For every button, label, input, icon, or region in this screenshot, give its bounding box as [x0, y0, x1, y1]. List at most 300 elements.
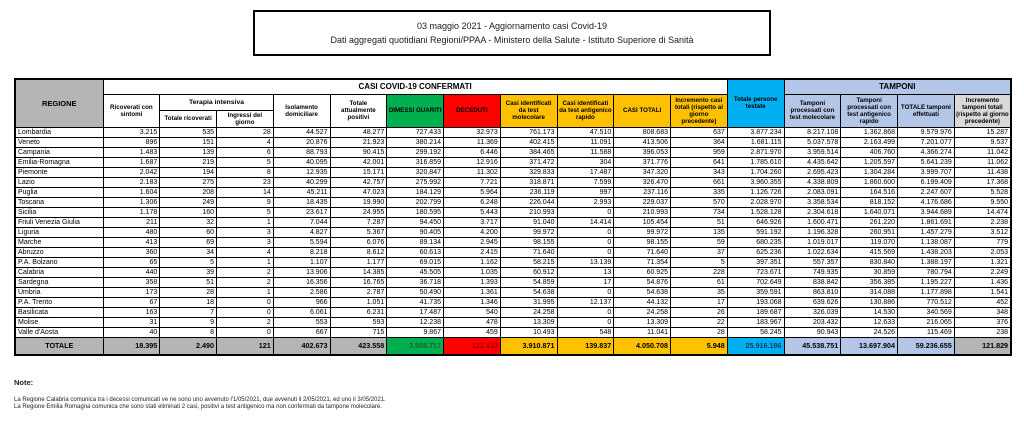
value-cell: 54.638 [500, 287, 557, 297]
region-cell: Campania [15, 147, 103, 157]
value-cell: 1.178 [103, 207, 160, 217]
report-title-box [253, 10, 771, 56]
value-cell: 0 [557, 227, 614, 237]
value-cell: 9.550 [954, 197, 1011, 207]
value-cell: 808.683 [614, 127, 671, 137]
value-cell: 641 [671, 157, 728, 167]
value-cell: 1.051 [330, 297, 387, 307]
value-cell: 734 [671, 207, 728, 217]
table-row [15, 187, 1011, 197]
value-cell: 11.091 [557, 137, 614, 147]
value-cell: 959 [671, 147, 728, 157]
value-cell: 535 [160, 127, 217, 137]
value-cell: 667 [273, 327, 330, 337]
value-cell: 637 [671, 127, 728, 137]
value-cell: 203.432 [784, 317, 841, 327]
note-emilia-romagna: La Regione Emilia Romagna comunica che sono stati eliminati 2 casi, positivi a test antigenico ma non confermati da tampone molecolare. [14, 404, 382, 410]
column-header-incremento-tamponi: Incremento tamponi totali (rispetto al giorno precedente) [954, 94, 1011, 127]
value-cell: 14 [217, 187, 274, 197]
region-cell: P.A. Bolzano [15, 257, 103, 267]
value-cell: 6.061 [273, 307, 330, 317]
value-cell: 14.530 [841, 307, 898, 317]
value-cell: 1.138.087 [898, 237, 955, 247]
value-cell: 1.346 [444, 297, 501, 307]
table-row [15, 167, 1011, 177]
value-cell: 2.415 [444, 247, 501, 257]
value-cell: 3.717 [444, 217, 501, 227]
value-cell: 8 [160, 327, 217, 337]
note-calabria: La Regione Calabria comunica tra i decessi comunicati ve ne sono uno avvenuto l'1/05/2021, due avvenuti il 2/05/2021, ed uno il 3/05/2021. [14, 397, 386, 403]
value-cell: 7.201.077 [898, 137, 955, 147]
value-cell: 135 [671, 227, 728, 237]
value-cell: 45.538.751 [784, 337, 841, 355]
region-cell: Calabria [15, 267, 103, 277]
value-cell: 6 [217, 147, 274, 157]
table-row [15, 197, 1011, 207]
value-cell: 40.095 [273, 157, 330, 167]
value-cell: 54.859 [500, 277, 557, 287]
value-cell: 5 [217, 207, 274, 217]
table-row [15, 297, 1011, 307]
value-cell: 1.436 [954, 277, 1011, 287]
region-cell: Puglia [15, 187, 103, 197]
value-cell: 5.443 [444, 207, 501, 217]
value-cell: 1.600.471 [784, 217, 841, 227]
value-cell: 2.993 [557, 197, 614, 207]
value-cell: 8.217.108 [784, 127, 841, 137]
region-cell: Piemonte [15, 167, 103, 177]
value-cell: 2.871.970 [727, 147, 784, 157]
value-cell: 40 [103, 327, 160, 337]
region-cell: Marche [15, 237, 103, 247]
value-cell: 163 [103, 307, 160, 317]
value-cell: 1.541 [954, 287, 1011, 297]
value-cell: 397.351 [727, 257, 784, 267]
value-cell: 260.951 [841, 227, 898, 237]
value-cell: 2 [217, 317, 274, 327]
value-cell: 237.116 [614, 187, 671, 197]
value-cell: 173 [103, 287, 160, 297]
value-cell: 226.044 [500, 197, 557, 207]
value-cell: 24.955 [330, 207, 387, 217]
value-cell: 553 [273, 317, 330, 327]
value-cell: 99.972 [614, 227, 671, 237]
value-cell: 3.215 [103, 127, 160, 137]
value-cell: 32 [160, 217, 217, 227]
band-tamponi: TAMPONI [784, 79, 1011, 94]
value-cell: 6.076 [330, 237, 387, 247]
value-cell: 229.037 [614, 197, 671, 207]
report-title-line2: Dati aggregati quotidiani Regioni/PPAA - Ministero della Salute - Istituto Superiore di Sanità [330, 35, 694, 45]
value-cell: 1.361 [444, 287, 501, 297]
value-cell: 44.527 [273, 127, 330, 137]
value-cell: 45.505 [387, 267, 444, 277]
value-cell: 5 [671, 257, 728, 267]
value-cell: 65 [103, 257, 160, 267]
table-body [15, 127, 1011, 355]
value-cell: 184.129 [387, 187, 444, 197]
value-cell: 830.840 [841, 257, 898, 267]
value-cell: 1 [217, 217, 274, 227]
table-row [15, 317, 1011, 327]
value-cell: 3.505.717 [387, 337, 444, 355]
value-cell: 1.107 [273, 257, 330, 267]
value-cell: 4.435.642 [784, 157, 841, 167]
value-cell: 11.369 [444, 137, 501, 147]
column-header-deceduti: DECEDUTI [444, 94, 501, 127]
table-row [15, 307, 1011, 317]
value-cell: 347.320 [614, 167, 671, 177]
value-cell: 780.794 [898, 267, 955, 277]
value-cell: 1.019.017 [784, 237, 841, 247]
value-cell: 99.972 [500, 227, 557, 237]
value-cell: 452 [954, 297, 1011, 307]
table-row [15, 327, 1011, 337]
value-cell: 4.050.708 [614, 337, 671, 355]
value-cell: 5 [160, 257, 217, 267]
value-cell: 2.490 [160, 337, 217, 355]
value-cell: 19.990 [330, 197, 387, 207]
value-cell: 1.162 [444, 257, 501, 267]
value-cell: 646.926 [727, 217, 784, 227]
value-cell: 11.438 [954, 167, 1011, 177]
value-cell: 12.137 [557, 297, 614, 307]
value-cell: 1.205.597 [841, 157, 898, 167]
value-cell: 723.671 [727, 267, 784, 277]
value-cell: 4.176.686 [898, 197, 955, 207]
table-row [15, 157, 1011, 167]
value-cell: 570 [671, 197, 728, 207]
value-cell: 59 [671, 237, 728, 247]
value-cell: 25.916.186 [727, 337, 784, 355]
value-cell: 2.028.970 [727, 197, 784, 207]
table-row [15, 227, 1011, 237]
value-cell: 275 [160, 177, 217, 187]
value-cell: 2.163.499 [841, 137, 898, 147]
value-cell: 1 [217, 287, 274, 297]
value-cell: 896 [103, 137, 160, 147]
value-cell: 139 [160, 147, 217, 157]
value-cell: 0 [557, 207, 614, 217]
notes-section [14, 378, 1004, 411]
value-cell: 2.247.607 [898, 187, 955, 197]
column-header-dimessi-guariti: DIMESSI GUARITI [387, 94, 444, 127]
value-cell: 60.912 [500, 267, 557, 277]
value-cell: 2.304.618 [784, 207, 841, 217]
value-cell: 4 [217, 247, 274, 257]
value-cell: 1.704.260 [727, 167, 784, 177]
value-cell: 54.638 [614, 287, 671, 297]
value-cell: 11.041 [614, 327, 671, 337]
value-cell: 39 [160, 267, 217, 277]
value-cell: 35 [671, 287, 728, 297]
value-cell: 749.935 [784, 267, 841, 277]
column-header-tamponi-antigenico: Tamponi processati con test antigenico rapido [841, 94, 898, 127]
value-cell: 9.867 [387, 327, 444, 337]
value-cell: 863.810 [784, 287, 841, 297]
value-cell: 0 [217, 297, 274, 307]
value-cell: 348 [954, 307, 1011, 317]
value-cell: 45.211 [273, 187, 330, 197]
value-cell: 15.171 [330, 167, 387, 177]
value-cell: 60.613 [387, 247, 444, 257]
value-cell: 69 [160, 237, 217, 247]
value-cell: 24.526 [841, 327, 898, 337]
value-cell: 480 [103, 227, 160, 237]
value-cell: 1.196.328 [784, 227, 841, 237]
value-cell: 0 [217, 327, 274, 337]
report-title-line1: 03 maggio 2021 - Aggiornamento casi Covid-19 [416, 21, 608, 31]
value-cell: 60.925 [614, 267, 671, 277]
value-cell: 12.916 [444, 157, 501, 167]
value-cell: 4.366.274 [898, 147, 955, 157]
value-cell: 30.859 [841, 267, 898, 277]
value-cell: 23 [217, 177, 274, 187]
region-cell: Molise [15, 317, 103, 327]
column-header-casi-molecolare: Casi identificati da test molecolare [500, 94, 557, 127]
value-cell: 966 [273, 297, 330, 307]
value-cell: 770.512 [898, 297, 955, 307]
value-cell: 216.065 [898, 317, 955, 327]
column-header-casi-antigenico: Casi identificati da test antigenico rapido [557, 94, 614, 127]
value-cell: 440 [103, 267, 160, 277]
value-cell: 41.735 [387, 297, 444, 307]
value-cell: 18.435 [273, 197, 330, 207]
value-cell: 20.876 [273, 137, 330, 147]
value-cell: 0 [557, 287, 614, 297]
value-cell: 1.860.600 [841, 177, 898, 187]
value-cell: 3 [217, 237, 274, 247]
value-cell: 0 [557, 317, 614, 327]
value-cell: 2 [217, 277, 274, 287]
value-cell: 31.995 [500, 297, 557, 307]
value-cell: 371.472 [500, 157, 557, 167]
value-cell: 151 [160, 137, 217, 147]
value-cell: 59.236.655 [898, 337, 955, 355]
value-cell: 3.959.514 [784, 147, 841, 157]
value-cell: 10.493 [500, 327, 557, 337]
value-cell: 5.641.239 [898, 157, 955, 167]
value-cell: 17 [557, 277, 614, 287]
value-cell: 326.039 [784, 307, 841, 317]
value-cell: 160 [160, 207, 217, 217]
region-cell: Abruzzo [15, 247, 103, 257]
table-row [15, 257, 1011, 267]
value-cell: 1.640.071 [841, 207, 898, 217]
value-cell: 13.139 [557, 257, 614, 267]
value-cell: 380.214 [387, 137, 444, 147]
value-cell: 42.001 [330, 157, 387, 167]
column-header-totale-tamponi: TOTALE tamponi effettuati [898, 94, 955, 127]
value-cell: 1.321 [954, 257, 1011, 267]
value-cell: 0 [557, 247, 614, 257]
region-cell: Toscana [15, 197, 103, 207]
column-header-totale-ricoverati: Totale ricoverati [160, 110, 217, 127]
value-cell: 12.238 [387, 317, 444, 327]
value-cell: 2.183 [103, 177, 160, 187]
region-cell: Veneto [15, 137, 103, 147]
value-cell: 31 [103, 317, 160, 327]
column-header-persone-testate: Totale persone testate [727, 79, 784, 127]
table-row [15, 287, 1011, 297]
value-cell: 1.388.197 [898, 257, 955, 267]
region-cell: Sicilia [15, 207, 103, 217]
value-cell: 478 [444, 317, 501, 327]
value-cell: 98.155 [500, 237, 557, 247]
value-cell: 208 [160, 187, 217, 197]
region-cell: Liguria [15, 227, 103, 237]
value-cell: 18 [160, 297, 217, 307]
value-cell: 119.070 [841, 237, 898, 247]
value-cell: 48.277 [330, 127, 387, 137]
value-cell: 1.528.128 [727, 207, 784, 217]
region-cell: Sardegna [15, 277, 103, 287]
value-cell: 5.594 [273, 237, 330, 247]
value-cell: 249 [160, 197, 217, 207]
value-cell: 210.993 [614, 207, 671, 217]
value-cell: 16.765 [330, 277, 387, 287]
band-terapia-intensiva: Terapia intensiva [160, 94, 274, 110]
value-cell: 194 [160, 167, 217, 177]
value-cell: 6.199.409 [898, 177, 955, 187]
value-cell: 90.415 [330, 147, 387, 157]
value-cell: 3.512 [954, 227, 1011, 237]
value-cell: 779 [954, 237, 1011, 247]
value-cell: 16.356 [273, 277, 330, 287]
value-cell: 7.721 [444, 177, 501, 187]
value-cell: 4.200 [444, 227, 501, 237]
value-cell: 415.569 [841, 247, 898, 257]
table-row [15, 217, 1011, 227]
value-cell: 2.053 [954, 247, 1011, 257]
value-cell: 335 [671, 187, 728, 197]
value-cell: 2.249 [954, 267, 1011, 277]
value-cell: 1.861.691 [898, 217, 955, 227]
value-cell: 0 [217, 307, 274, 317]
column-header-regione: REGIONE [15, 79, 103, 127]
value-cell: 314.088 [841, 287, 898, 297]
value-cell: 2.695.423 [784, 167, 841, 177]
value-cell: 34 [160, 247, 217, 257]
value-cell: 28 [671, 327, 728, 337]
value-cell: 0 [557, 307, 614, 317]
value-cell: 9.579.976 [898, 127, 955, 137]
value-cell: 8 [217, 167, 274, 177]
value-cell: 8.218 [273, 247, 330, 257]
value-cell: 423.558 [330, 337, 387, 355]
value-cell: 13.697.904 [841, 337, 898, 355]
value-cell: 105.454 [614, 217, 671, 227]
value-cell: 51 [160, 277, 217, 287]
value-cell: 359.591 [727, 287, 784, 297]
value-cell: 13 [557, 267, 614, 277]
value-cell: 14.414 [557, 217, 614, 227]
value-cell: 2.042 [103, 167, 160, 177]
value-cell: 189.687 [727, 307, 784, 317]
value-cell: 304 [557, 157, 614, 167]
value-cell: 299.192 [387, 147, 444, 157]
table-row [15, 207, 1011, 217]
column-header-attualmente-positivi: Totale attualmente positivi [330, 94, 387, 127]
region-cell: Friuli Venezia Giulia [15, 217, 103, 227]
value-cell: 591.192 [727, 227, 784, 237]
total-row [15, 337, 1011, 355]
value-cell: 413 [103, 237, 160, 247]
value-cell: 2.787 [330, 287, 387, 297]
value-cell: 2.945 [444, 237, 501, 247]
value-cell: 1.604 [103, 187, 160, 197]
table-header [15, 79, 1011, 127]
value-cell: 3.877.234 [727, 127, 784, 137]
value-cell: 236.119 [500, 187, 557, 197]
value-cell: 121.433 [444, 337, 501, 355]
value-cell: 13.309 [614, 317, 671, 327]
value-cell: 12.633 [841, 317, 898, 327]
value-cell: 115.469 [898, 327, 955, 337]
value-cell: 997 [557, 187, 614, 197]
region-cell: Emilia-Romagna [15, 157, 103, 167]
table-row [15, 267, 1011, 277]
value-cell: 1 [217, 257, 274, 267]
value-cell: 396.053 [614, 147, 671, 157]
value-cell: 32.973 [444, 127, 501, 137]
value-cell: 24.258 [614, 307, 671, 317]
value-cell: 316.859 [387, 157, 444, 167]
value-cell: 2.083.091 [784, 187, 841, 197]
value-cell: 28 [217, 127, 274, 137]
value-cell: 364 [671, 137, 728, 147]
region-cell: P.A. Trento [15, 297, 103, 307]
value-cell: 3 [217, 227, 274, 237]
value-cell: 1.362.868 [841, 127, 898, 137]
value-cell: 761.173 [500, 127, 557, 137]
column-header-incremento-casi: Incremento casi totali (rispetto al giorno precedente) [671, 94, 728, 127]
value-cell: 6.231 [330, 307, 387, 317]
value-cell: 371.776 [614, 157, 671, 167]
value-cell: 1.022.634 [784, 247, 841, 257]
value-cell: 356.385 [841, 277, 898, 287]
value-cell: 164.516 [841, 187, 898, 197]
band-casi-confermati: CASI COVID-19 CONFERMATI [103, 79, 727, 94]
value-cell: 211 [103, 217, 160, 227]
value-cell: 14.474 [954, 207, 1011, 217]
value-cell: 5.948 [671, 337, 728, 355]
value-cell: 838.842 [784, 277, 841, 287]
value-cell: 7.599 [557, 177, 614, 187]
value-cell: 5 [217, 157, 274, 167]
column-header-casi-totali: CASI TOTALI [614, 94, 671, 127]
value-cell: 340.569 [898, 307, 955, 317]
value-cell: 219 [160, 157, 217, 167]
value-cell: 1.687 [103, 157, 160, 167]
value-cell: 320.847 [387, 167, 444, 177]
value-cell: 275.992 [387, 177, 444, 187]
value-cell: 9.537 [954, 137, 1011, 147]
region-cell: Umbria [15, 287, 103, 297]
value-cell: 61 [671, 277, 728, 287]
value-cell: 413.506 [614, 137, 671, 147]
value-cell: 50.490 [387, 287, 444, 297]
value-cell: 42.757 [330, 177, 387, 187]
value-cell: 15.287 [954, 127, 1011, 137]
column-header-tamponi-molecolare: Tamponi processati con test molecolare [784, 94, 841, 127]
value-cell: 13.309 [500, 317, 557, 327]
value-cell: 3.960.355 [727, 177, 784, 187]
value-cell: 3.358.534 [784, 197, 841, 207]
value-cell: 90.943 [784, 327, 841, 337]
value-cell: 71.640 [500, 247, 557, 257]
value-cell: 26 [671, 307, 728, 317]
